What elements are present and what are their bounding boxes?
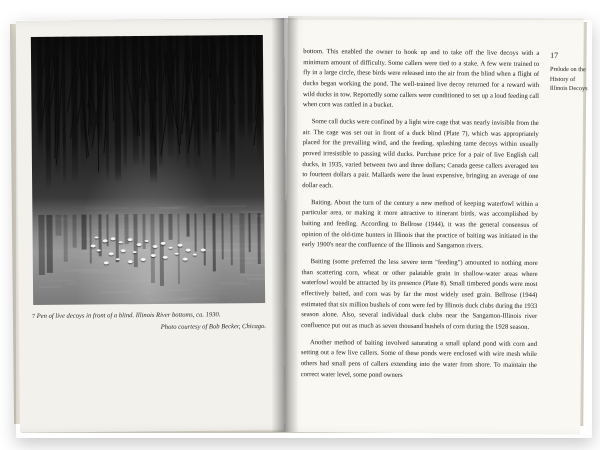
water-reflection [50,280,74,282]
trunk-reflection [55,215,61,236]
live-decoy-duck [116,258,120,260]
trunk-reflection [257,213,260,264]
live-decoy-duck [186,249,191,252]
trunk-reflection [63,215,67,262]
live-decoy-duck [133,251,137,253]
body-text-column [301,47,540,388]
trunk-reflection [89,214,91,263]
open-book [10,6,590,436]
trunk-reflection [150,214,155,283]
trunk-reflection [72,215,76,248]
live-decoy-duck [137,243,142,246]
live-decoy-duck [128,238,133,241]
live-decoy-duck [145,240,149,242]
running-head: Prelude on the History of Illinois Decoys [549,65,588,93]
water-reflection [99,291,132,293]
figure-caption [32,310,266,334]
water-reflection [160,207,179,209]
trunk-reflection [177,214,180,284]
live-decoy-duck [141,258,146,261]
water-reflection [145,292,153,294]
water-reflection [96,260,126,262]
page-folio [550,50,590,94]
live-decoy-duck [119,241,123,243]
live-decoy-duck [91,244,96,247]
water-reflection [209,287,229,289]
duck-decoy-photograph [31,35,265,305]
water-reflection [241,211,265,213]
water-reflection [84,207,129,209]
trunk-reflection [203,214,205,266]
water-reflection [148,299,190,301]
caption-text: Pen of live decoys in front of a blind. Illinois River bottoms, ca. 1930. [36,311,221,320]
water-reflection [262,296,265,298]
trunk-reflection [168,214,172,240]
trunk-reflection [194,214,196,252]
trunk-reflection [212,213,216,271]
live-decoy-duck [175,253,179,255]
tree-trunk [114,36,122,224]
page-number: 17 [550,50,559,60]
trunk-reflection [221,213,223,259]
water-reflection [65,269,107,271]
live-decoy-duck [193,254,197,256]
photo-credit: Photo courtesy of Bob Becker, Chicago. [160,323,267,332]
live-decoy-duck [95,236,99,238]
paragraph: Baiting. About the turn of the century a new method of keeping waterfowl within a particular area, or making it more attractive to itinerant birds, was accomplished by baiting and feeding. According to Bellrose (1944), it was the general consensus of opinion of the old-time hunters in Illinois that the practice of baiting was initiated in the early 1900's near the confluence of the Illinois and Sangamon rivers. [301,198,539,250]
water-reflection [39,286,62,288]
live-decoy-duck [183,258,188,261]
paragraph: Some call ducks were confined by a light wire cage that was nearly invisible from the air. The cage was set out in front of a duck blind (Plate 7), which was appropriately placed for the prevailing wind, and the feeding, splashing tame decoys within usually proved irresistible to passing wild ducks. Purchase price for a pair of live English call ducks, in 1935, varied between two and three dollars; Canada geese callers averaged ten to fourteen dollars a pair. Mallards were the least expensive, bringing an average of one dollar each. [302,118,539,190]
trunk-reflection [239,213,245,273]
water-reflection [219,283,250,285]
trunk-reflection [159,214,164,286]
live-decoy-duck [161,242,166,245]
tree-trunk [229,35,236,223]
photo-figure [31,35,265,305]
paragraph: Baiting (some preferred the less severe term "feeding") amounted to nothing more than scattering corn, wheat or other palatable grain in shallow-water areas where waterfowl would be attracted by its presence (Plate 8). Small timbered ponds were most effectively baited, and corn was by far the most widely used grain. Bellrose (1944) estimated that six million bushels of corn were fed by Illinois duck clubs during the 1933 season alone. Also, several individual duck clubs near the Sangamon-Illinois river confluence put out as much as seven thousand bushels of corn during the 1928 season. [301,258,538,331]
live-decoy-duck [169,247,173,249]
trunk-reflection [142,214,145,249]
figure-number: 7 [31,312,36,321]
water-reflection [158,297,199,299]
water-reflection [261,264,265,266]
trunk-reflection [133,214,137,267]
tree-trunk [247,35,253,189]
live-decoy-duck [121,249,126,252]
water-reflection [96,211,108,213]
trunk-reflection [230,213,232,265]
water-reflection [171,244,195,246]
live-decoy-duck [201,248,206,251]
water-reflection [194,285,204,287]
water-reflection [168,289,191,291]
water-reflection [92,279,128,281]
water-reflection [250,277,265,279]
trunk-reflection [248,213,250,252]
paragraph: Another method of baiting involved saturating a small upland pond with corn and setting out a few live callers. Some of these ponds were enclosed with wire mesh while others had small pens of callers extending into the water from shore. To maintain the correct water level, some pond owners [300,338,538,379]
live-decoy-duck [104,261,109,264]
water-reflection [204,205,246,207]
live-decoy-duck [178,244,183,247]
live-decoy-duck [111,237,116,240]
water-reflection [101,249,112,251]
live-decoy-duck [109,252,114,255]
live-decoy-duck [97,249,101,251]
water-reflection [67,283,77,285]
trunk-reflection [81,215,86,250]
paragraph: bottom. This enabled the owner to hook up and to take off the live decoys with a minimum amount of difficulty. Some callers were tied to a stake. A few were trained to fly in a large circle, these birds were released into the air from the blind when a flight of ducks began working the pond. The well-trained live decoy returned for a reward with wild ducks in tow. Reportedly some callers were conditioned to set up a loud feeding call when corn was rattled in a bucket. [302,48,540,110]
trunk-reflection [38,215,45,275]
live-decoy-duck [151,254,156,257]
water-reflection [239,274,265,276]
live-decoy-duck [103,239,108,242]
tree-trunk [158,36,163,205]
live-decoy-duck [128,260,133,263]
water-reflection [79,271,118,273]
trunk-reflection [186,214,189,237]
trunk-reflection [46,215,53,273]
trunk-reflection [115,214,118,262]
live-decoy-duck [163,256,168,259]
live-decoy-duck [153,245,158,248]
water-reflection [195,292,231,294]
